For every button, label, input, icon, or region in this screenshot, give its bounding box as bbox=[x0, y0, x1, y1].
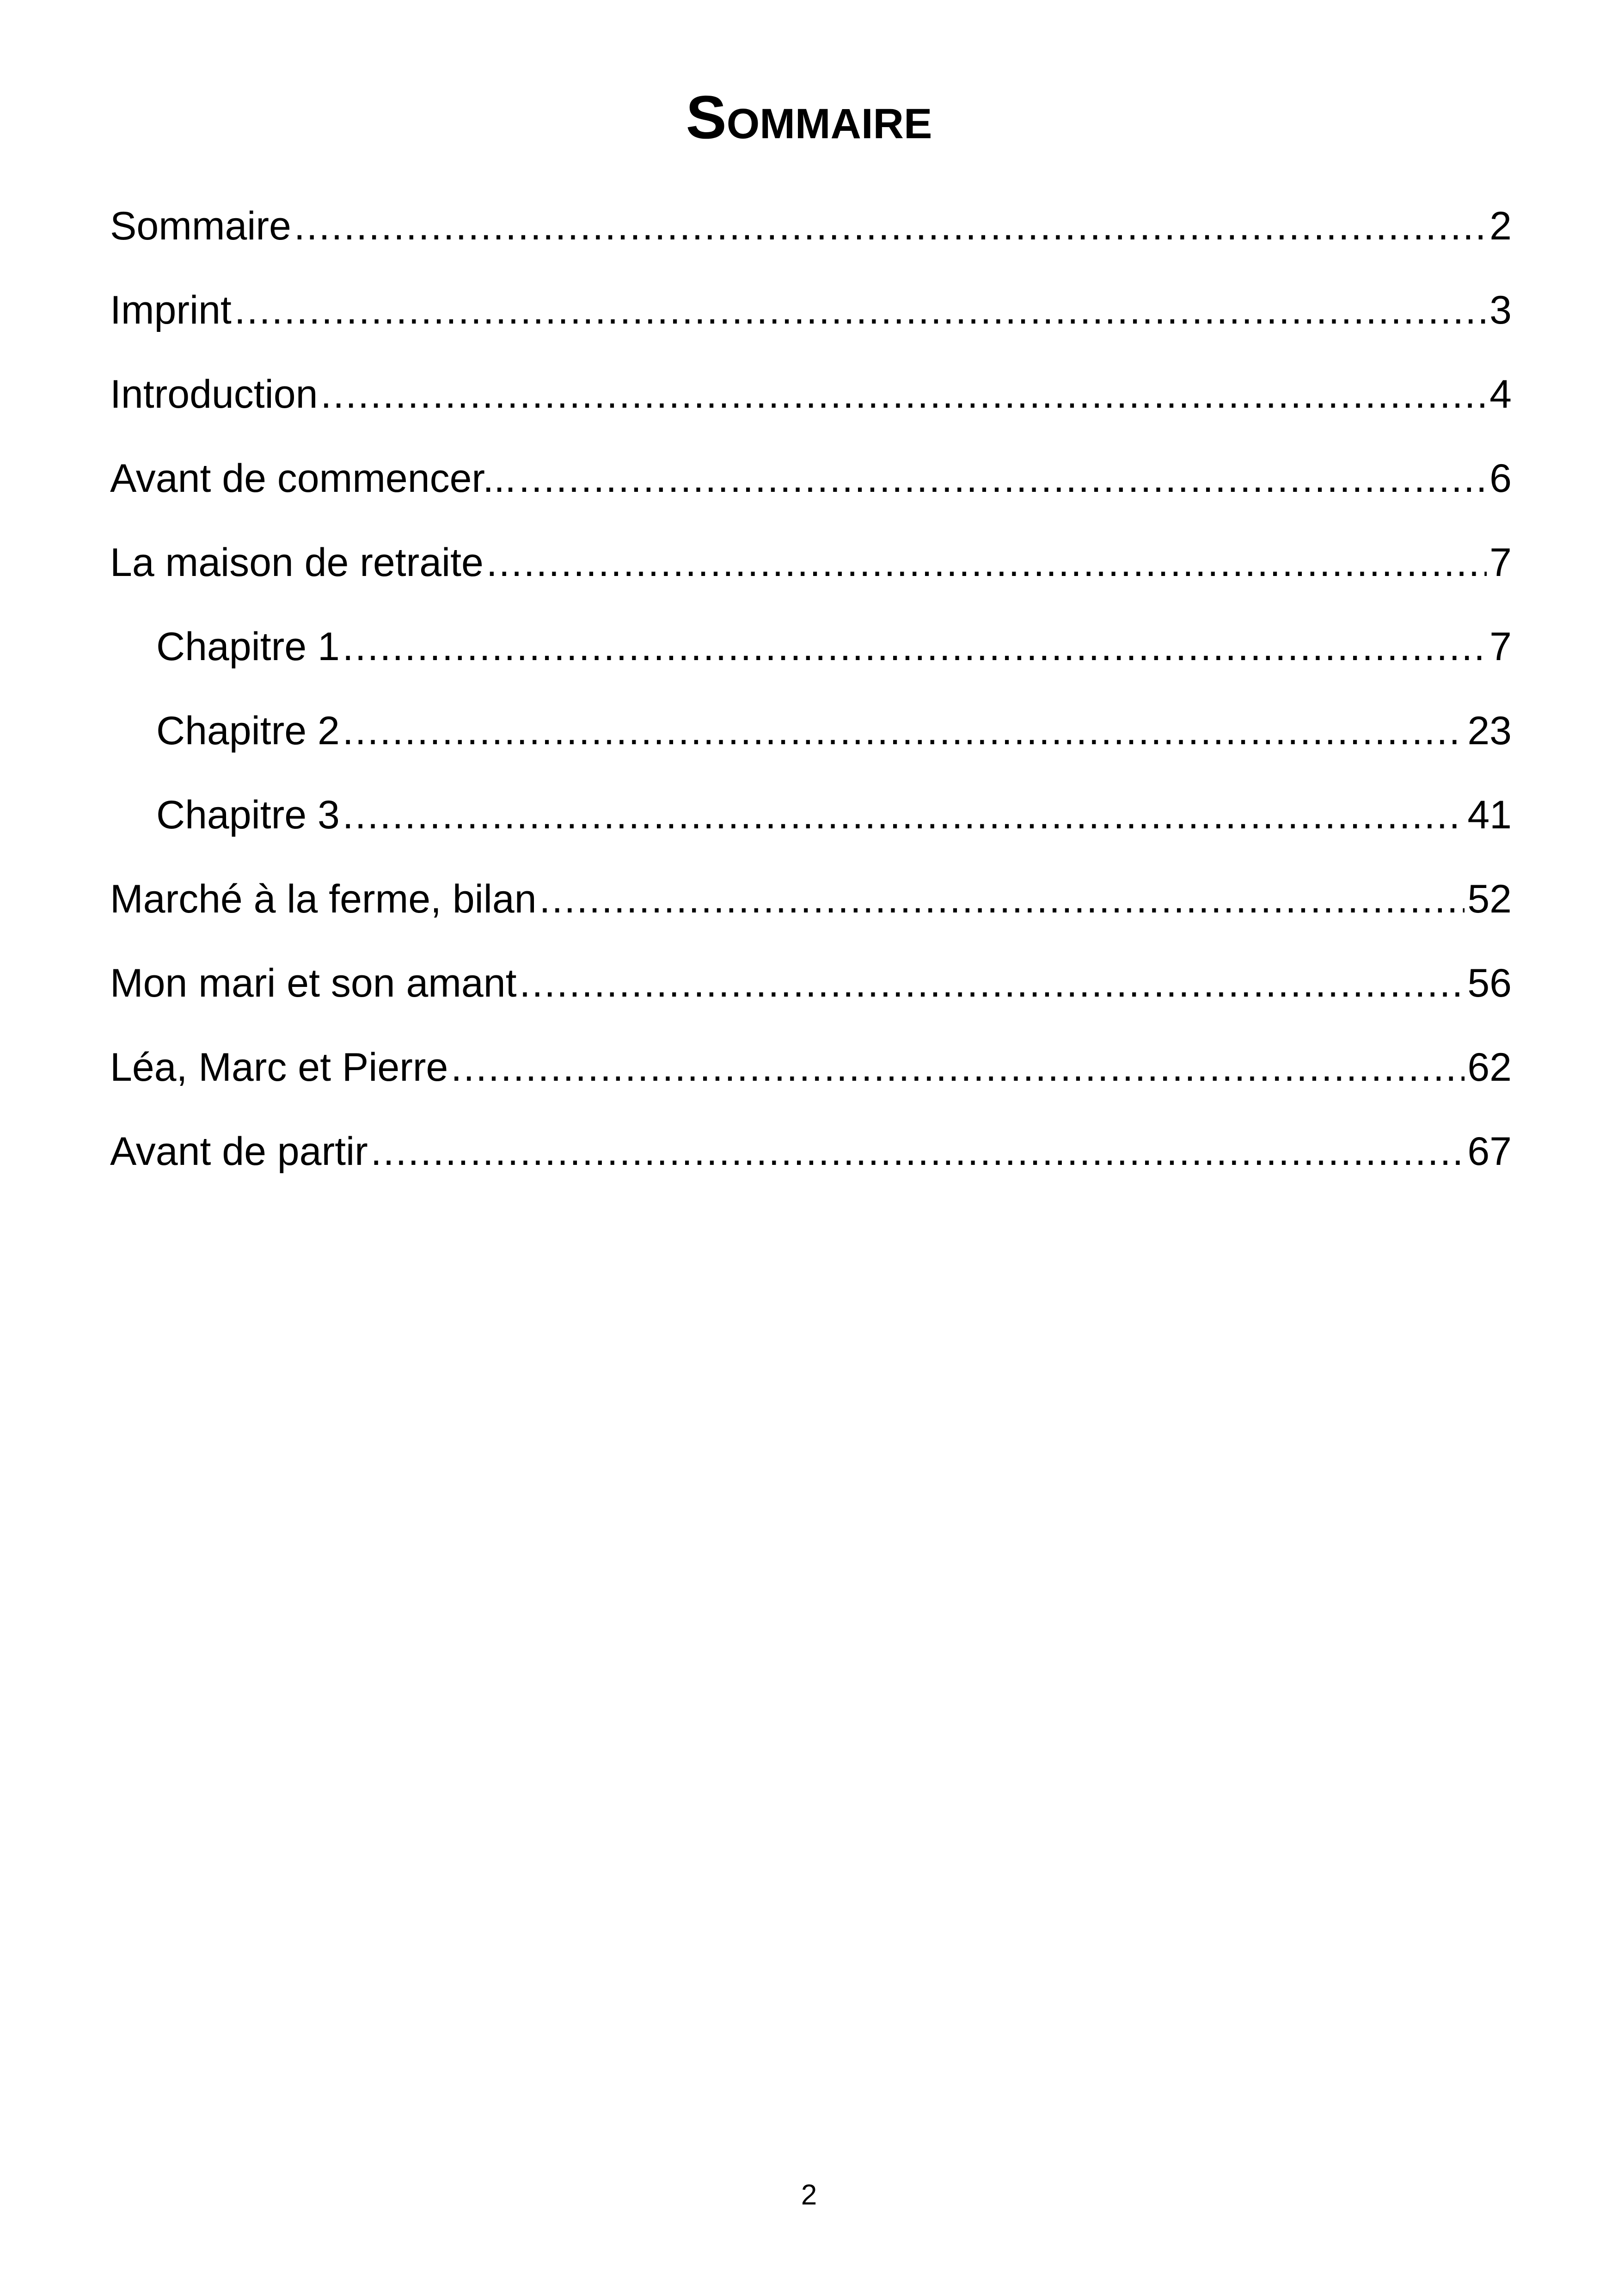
toc-dot-leader bbox=[234, 268, 1487, 352]
toc-entry-page: 6 bbox=[1489, 456, 1512, 501]
toc-dot-leader bbox=[519, 941, 1465, 1025]
toc-entry-label: Avant de partir bbox=[110, 1129, 368, 1174]
toc-entry-label: Léa, Marc et Pierre bbox=[110, 1045, 448, 1090]
toc-entry-page: 2 bbox=[1489, 204, 1512, 248]
toc-entry-label: Imprint bbox=[110, 288, 232, 332]
toc-entry-label: Avant de commencer... bbox=[110, 456, 516, 501]
toc-entry[interactable] bbox=[110, 941, 1512, 1025]
toc-entry-label: Chapitre 1 bbox=[156, 625, 340, 669]
toc-entry-page: 7 bbox=[1489, 625, 1512, 669]
toc-entry-page: 7 bbox=[1489, 540, 1512, 585]
toc-entry-page: 4 bbox=[1489, 372, 1512, 416]
table-of-contents bbox=[110, 184, 1512, 1194]
toc-dot-leader bbox=[486, 520, 1487, 605]
toc-dot-leader bbox=[451, 1025, 1465, 1109]
toc-entry[interactable] bbox=[110, 268, 1512, 352]
toc-dot-leader bbox=[343, 605, 1487, 689]
toc-subentry[interactable] bbox=[110, 689, 1512, 773]
toc-entry[interactable] bbox=[110, 436, 1512, 520]
toc-entry-label: Sommaire bbox=[110, 204, 291, 248]
toc-entry-label: Introduction bbox=[110, 372, 318, 416]
toc-entry-page: 3 bbox=[1489, 288, 1512, 332]
toc-dot-leader bbox=[519, 436, 1487, 520]
toc-entry-page: 23 bbox=[1467, 709, 1512, 753]
page-number: 2 bbox=[801, 2179, 817, 2211]
toc-entry-label: Chapitre 3 bbox=[156, 793, 340, 837]
page-title: Sommaire bbox=[686, 83, 932, 151]
toc-entry-page: 67 bbox=[1467, 1129, 1512, 1174]
toc-entry[interactable] bbox=[110, 1025, 1512, 1109]
toc-dot-leader bbox=[343, 689, 1465, 773]
toc-entry-label: Mon mari et son amant bbox=[110, 961, 517, 1005]
toc-subentry[interactable] bbox=[110, 773, 1512, 857]
toc-entry-page: 62 bbox=[1467, 1045, 1512, 1090]
toc-dot-leader bbox=[343, 773, 1465, 857]
toc-dot-leader bbox=[294, 184, 1487, 268]
toc-entry-page: 52 bbox=[1467, 877, 1512, 921]
toc-entry[interactable] bbox=[110, 857, 1512, 941]
toc-dot-leader bbox=[371, 1109, 1465, 1194]
toc-entry[interactable] bbox=[110, 352, 1512, 436]
toc-entry[interactable] bbox=[110, 1109, 1512, 1194]
toc-dot-leader bbox=[539, 857, 1465, 941]
toc-entry[interactable] bbox=[110, 184, 1512, 268]
toc-entry-label: La maison de retraite bbox=[110, 540, 484, 585]
toc-dot-leader bbox=[320, 352, 1487, 436]
toc-entry[interactable] bbox=[110, 520, 1512, 605]
toc-entry-page: 56 bbox=[1467, 961, 1512, 1005]
toc-entry-label: Marché à la ferme, bilan bbox=[110, 877, 537, 921]
toc-entry-page: 41 bbox=[1467, 793, 1512, 837]
toc-entry-label: Chapitre 2 bbox=[156, 709, 340, 753]
toc-subentry[interactable] bbox=[110, 605, 1512, 689]
